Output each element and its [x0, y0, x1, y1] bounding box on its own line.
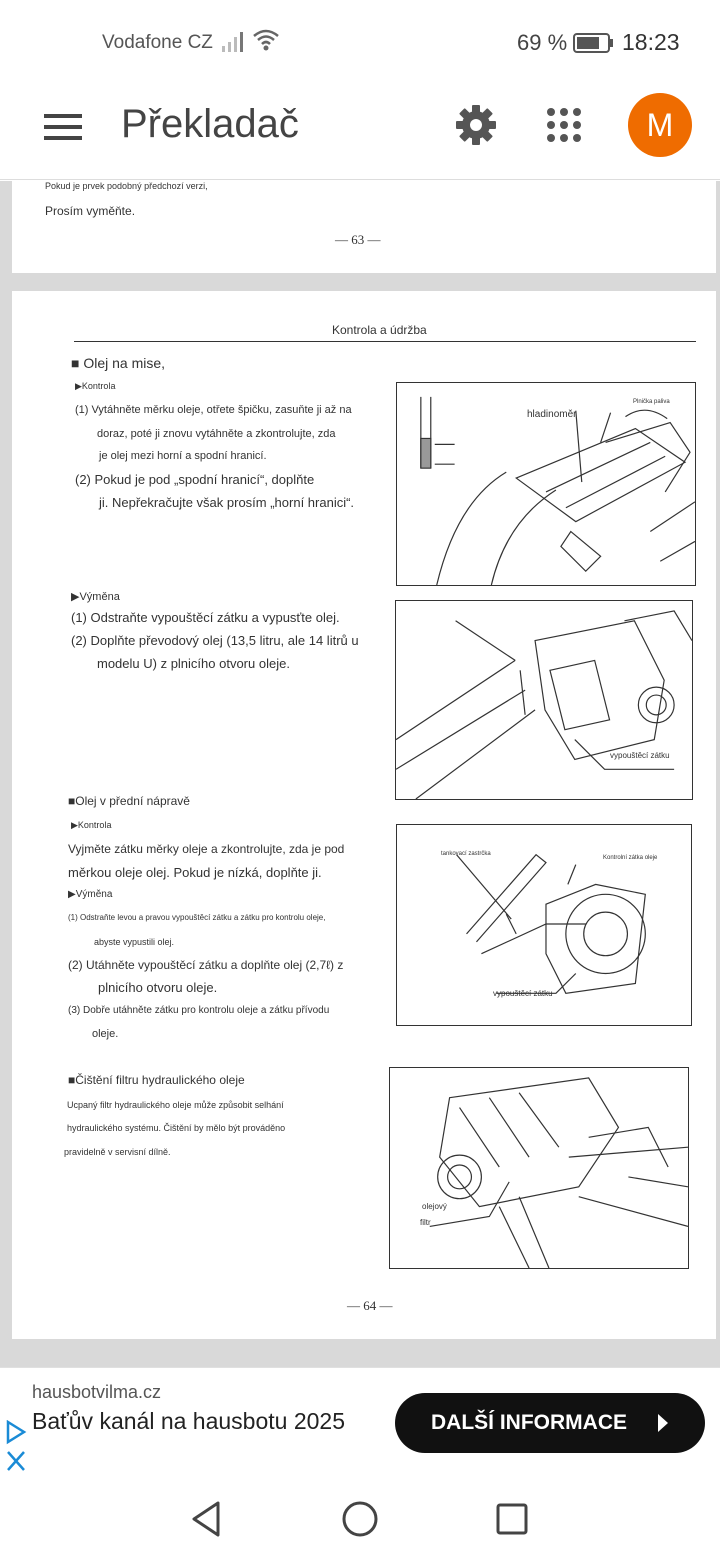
system-nav-bar	[0, 1479, 720, 1560]
ad-headline[interactable]: Baťův kanál na hausbotu 2025	[32, 1408, 345, 1434]
page-64	[12, 291, 716, 1339]
mise-vymena: ▶Výměna	[71, 591, 120, 603]
adchoices-icon[interactable]	[4, 1420, 28, 1474]
page63-line2: Prosím vyměňte.	[45, 204, 136, 218]
axle-line: Vyjměte zátku měrky oleje a zkontrolujte, zda je pod	[68, 842, 345, 856]
page64-number: — 64 —	[347, 1298, 393, 1313]
fig3-label-check: Kontrolní zátka oleje	[603, 855, 658, 861]
figure-transmission-dipstick	[396, 382, 696, 586]
hydraulic-line: Ucpaný filtr hydraulického oleje může způsobit selhání	[67, 1100, 284, 1110]
figure-transmission-drain	[395, 600, 693, 800]
mise-line: (1) Vytáhněte měrku oleje, otřete špičku, zasuňte ji až na	[75, 404, 352, 416]
fig2-label-drain: vypouštěcí zátku	[610, 751, 670, 760]
axle-vymena-line: abyste vypustili olej.	[94, 937, 175, 947]
mise-heading: ■ Olej na mise,	[71, 355, 166, 371]
axle-vymena-line: oleje.	[92, 1028, 119, 1040]
mise-line: ji. Nepřekračujte však prosím „horní hranici“.	[99, 495, 355, 510]
fig4-label-filter2: filtr	[420, 1218, 431, 1227]
menu-icon[interactable]	[44, 112, 84, 142]
battery-percent: 69 %	[517, 30, 568, 55]
app-bar	[0, 84, 720, 180]
fig3-label-drain: vypouštěcí zátku	[493, 989, 553, 998]
battery-icon	[573, 32, 615, 54]
mise-kontrola: ▶Kontrola	[75, 381, 116, 391]
status-bar	[0, 0, 720, 84]
hydraulic-line: pravidelně v servisní dílně.	[64, 1147, 171, 1157]
chevron-right-icon	[657, 1413, 669, 1433]
ad-cta-button[interactable]	[395, 1393, 705, 1453]
hydraulic-line: hydraulického systému. Čištění by mělo být prováděno	[67, 1123, 286, 1133]
mise-vymena-line: (1) Odstraňte vypouštěcí zátku a vypusťte olej.	[71, 610, 340, 625]
axle-vymena-line: (3) Dobře utáhněte zátku pro kontrolu oleje a zátku přívodu	[68, 1005, 330, 1016]
axle-kontrola: ▶Kontrola	[71, 820, 112, 830]
axle-vymena: ▶Výměna	[68, 889, 113, 900]
document-viewer[interactable]	[0, 181, 720, 1367]
ad-domain[interactable]: hausbotvilma.cz	[32, 1382, 162, 1402]
page63-line1: Pokud je prvek podobný předchozí verzi,	[45, 181, 208, 191]
header-rule	[74, 341, 696, 342]
back-icon[interactable]	[188, 1499, 224, 1539]
page64-header: Kontrola a údržba	[332, 323, 427, 337]
signal-icon	[220, 30, 246, 54]
page-63	[12, 181, 716, 273]
mise-line: je olej mezi horní a spodní hranicí.	[99, 450, 267, 462]
mise-vymena-line: modelu U) z plnicího otvoru oleje.	[97, 656, 290, 671]
ad-banner[interactable]	[0, 1367, 720, 1479]
fig4-label-filter1: olejový	[422, 1202, 447, 1211]
mise-vymena-line: (2) Doplňte převodový olej (13,5 litru, ale 14 litrů u	[71, 633, 359, 648]
fig1-label-dipstick: hladinoměr	[527, 409, 577, 420]
figure-hydraulic-filter	[389, 1067, 689, 1269]
recents-icon[interactable]	[494, 1499, 530, 1539]
gear-icon[interactable]	[453, 102, 499, 148]
axle-heading: ■Olej v přední nápravě	[68, 794, 190, 808]
axle-vymena-line: plnicího otvoru oleje.	[98, 980, 218, 995]
figure-front-axle	[396, 824, 692, 1026]
mise-line: doraz, poté ji znovu vytáhněte a zkontrolujte, zda	[97, 428, 336, 440]
fig1-label-filler: Plnička paliva	[633, 399, 670, 405]
mise-line: (2) Pokud je pod „spodní hranicí“, doplňte	[75, 472, 315, 487]
page63-number: — 63 —	[335, 232, 381, 247]
axle-vymena-line: (2) Utáhněte vypouštěcí zátku a doplňte olej (2,7ℓ) z	[68, 958, 344, 972]
wifi-icon	[252, 28, 280, 52]
ad-cta-label: DALŠÍ INFORMACE	[431, 1411, 627, 1434]
fig3-label-filler: tankovací zastrčka	[441, 851, 491, 857]
app-title: Překladač	[121, 102, 299, 146]
clock: 18:23	[622, 29, 680, 55]
hydraulic-heading: ■Čištění filtru hydraulického oleje	[68, 1073, 245, 1087]
avatar[interactable]: M	[628, 93, 692, 157]
axle-line: měrkou oleje olej. Pokud je nízká, doplňte ji.	[68, 865, 322, 880]
home-icon[interactable]	[340, 1499, 380, 1539]
carrier-name: Vodafone CZ	[102, 32, 213, 53]
axle-vymena-line: (1) Odstraňte levou a pravou vypouštěcí zátku a zátku pro kontrolu oleje,	[68, 913, 326, 922]
apps-grid-icon[interactable]	[545, 106, 583, 144]
